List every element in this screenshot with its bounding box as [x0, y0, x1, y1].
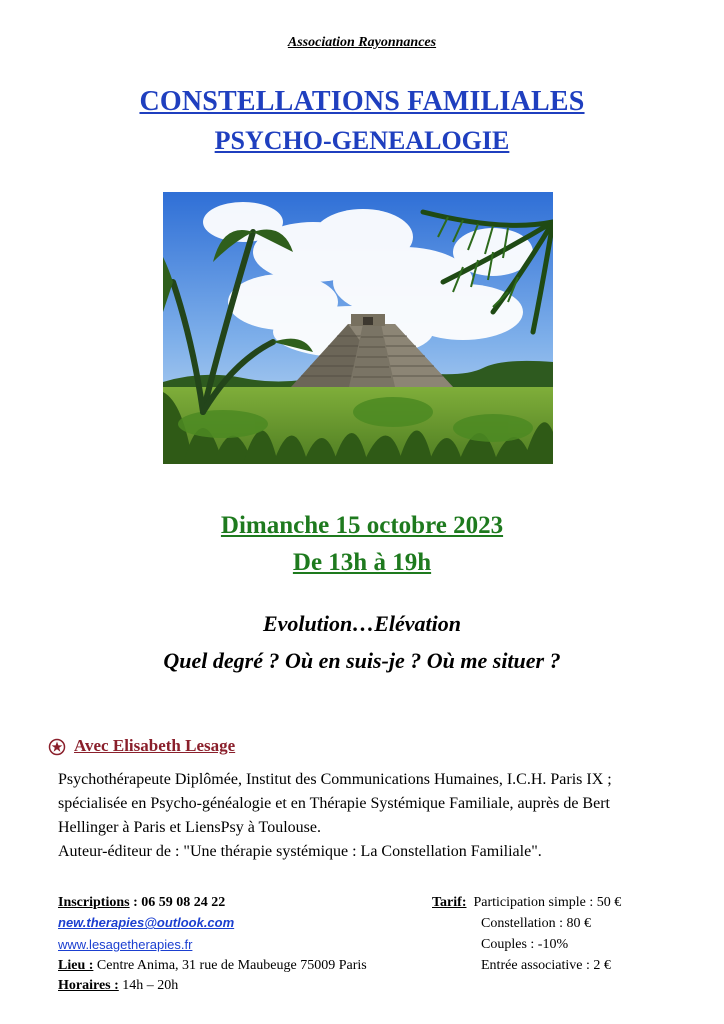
- website-line: [58, 934, 192, 956]
- subtitle: PSYCHO-GENEALOGIE: [214, 126, 510, 155]
- presenter-heading: Avec Elisabeth Lesage: [74, 736, 236, 755]
- bio-line: spécialisée en Psycho-généalogie et en Thérapie Systémique Familiale, auprès de Bert: [58, 795, 610, 812]
- pricing-item: Participation simple : 50 €: [473, 895, 622, 910]
- pyramid-photo: [163, 192, 553, 464]
- tarif-label: Tarif:: [432, 895, 467, 910]
- horaires-label: Horaires :: [58, 978, 119, 993]
- association-name: Association Rayonnances: [287, 35, 437, 50]
- main-title: CONSTELLATIONS FAMILIALES: [139, 86, 585, 117]
- star-bullet-icon: [48, 738, 66, 756]
- inscriptions-line: [58, 892, 225, 913]
- email-line: [58, 912, 234, 934]
- website-link[interactable]: www.lesagetherapies.fr: [58, 937, 193, 952]
- pricing-first-line: [432, 892, 621, 913]
- presenter-bio: [58, 768, 688, 864]
- lieu-address: Centre Anima, 31 rue de Maubeuge 75009 Paris: [93, 958, 367, 973]
- tagline-line1: Evolution…Elévation: [262, 611, 462, 636]
- bio-line: Hellinger à Paris et LiensPsy à Toulouse.: [58, 819, 321, 836]
- horaires-value: 14h – 20h: [118, 978, 179, 993]
- pricing-item: Couples : -10%: [481, 937, 569, 952]
- lieu-line: [58, 955, 367, 976]
- bio-line: Auteur-éditeur de : "Une thérapie systémique : La Constellation Familiale".: [58, 843, 542, 860]
- inscriptions-label: Inscriptions: [58, 895, 130, 910]
- horaires-line: [58, 975, 178, 996]
- email-link[interactable]: new.therapies@outlook.com: [58, 915, 235, 930]
- inscriptions-phone: : 06 59 08 24 22: [129, 895, 226, 910]
- pricing-item: Constellation : 80 €: [481, 916, 592, 931]
- event-date: Dimanche 15 octobre 2023: [220, 512, 504, 539]
- lieu-label: Lieu :: [58, 958, 94, 973]
- tagline-line2: Quel degré ? Où en suis-je ? Où me situer ?: [163, 648, 561, 673]
- pricing-item: Entrée associative : 2 €: [481, 958, 611, 973]
- event-hours: De 13h à 19h: [292, 549, 432, 576]
- bio-line: Psychothérapeute Diplômée, Institut des Communications Humaines, I.C.H. Paris IX ;: [58, 771, 612, 788]
